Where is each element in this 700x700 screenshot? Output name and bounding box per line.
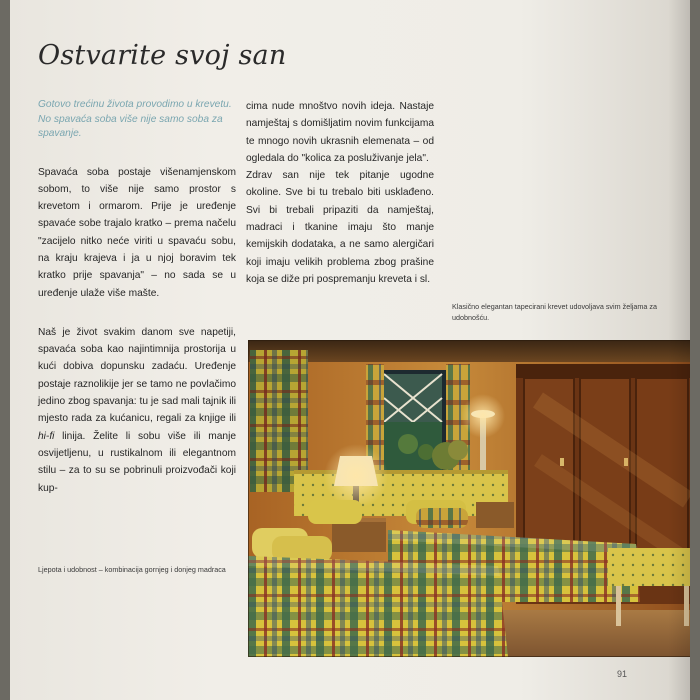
body-paragraph-2-end: linija. Želite li sobu više ili manje osvijetljenu, u rustikalnom ili elegantnom stilu – za to su se pobrinuli proizvođači koji kup- [38,430,236,494]
text-column-middle [246,98,434,288]
page-title: Ostvarite svoj san [38,40,287,71]
body-paragraph-2 [38,324,236,497]
body-paragraph-3: cima nude mnoštvo novih ideja. Nastaje namještaj s domišljatim novim funkcijama te mnogo novih ukrasnih elemenata – od ogledala do "kolica za posluživanje jela". [246,101,434,164]
book-page [10,0,690,700]
page-edge-shadow [668,0,690,700]
body-paragraph-1: Spavaća soba postaje višenamjenskom sobom, to više nije samo prostor s krevetom i ormarom. Prije je uređenje spavaće sobe trajalo kratko – prema načelu "zacijelo nitko neće viriti u spavaću sobu, na kraju krajeva i ja u njoj boravim tek kratko prije spavanja" – no sada se u uređenje ulaže više mašte. [38,166,236,299]
body-paragraph-4: Zdrav san nije tek pitanje ugodne okoline. Sve bi tu trebalo biti usklađeno. Svi bi trebali pripaziti da namještaj, madraci i tkanine imaju što manje kemijskih dodataka, a ne samo alergičari koji imaju velikih problema zbog prašine koja se diže pri pospremanju kreveta i sl. [246,170,434,285]
page-number: 91 [617,669,628,679]
text-column-left [38,98,236,497]
bedroom-photo [248,340,690,657]
body-paragraph-2-start: Naš je život svakim danom sve napetiji, spavaća soba kao najintimnija prostorija u kući dobiva dopunsku zadaću. Uređenje postaje raznolikije jer se tamo ne povlačimo jedino zbog spavanja: tu je sad mali tajnik ili mjesto rada za kućanicu, regali za knjige ili [38,326,236,425]
hifi-emphasis: hi-fi [38,430,55,442]
lead-paragraph: Gotovo trećinu života provodimo u krevetu. No spavaća soba više nije samo soba za spavanje. [38,99,232,139]
photo-caption-top: Klasično elegantan tapecirani krevet udovoljava svim željama za udobnošću. [452,302,657,322]
photo-caption-bottom: Ljepota i udobnost – kombinacija gornjeg i donjeg madraca [38,565,226,574]
